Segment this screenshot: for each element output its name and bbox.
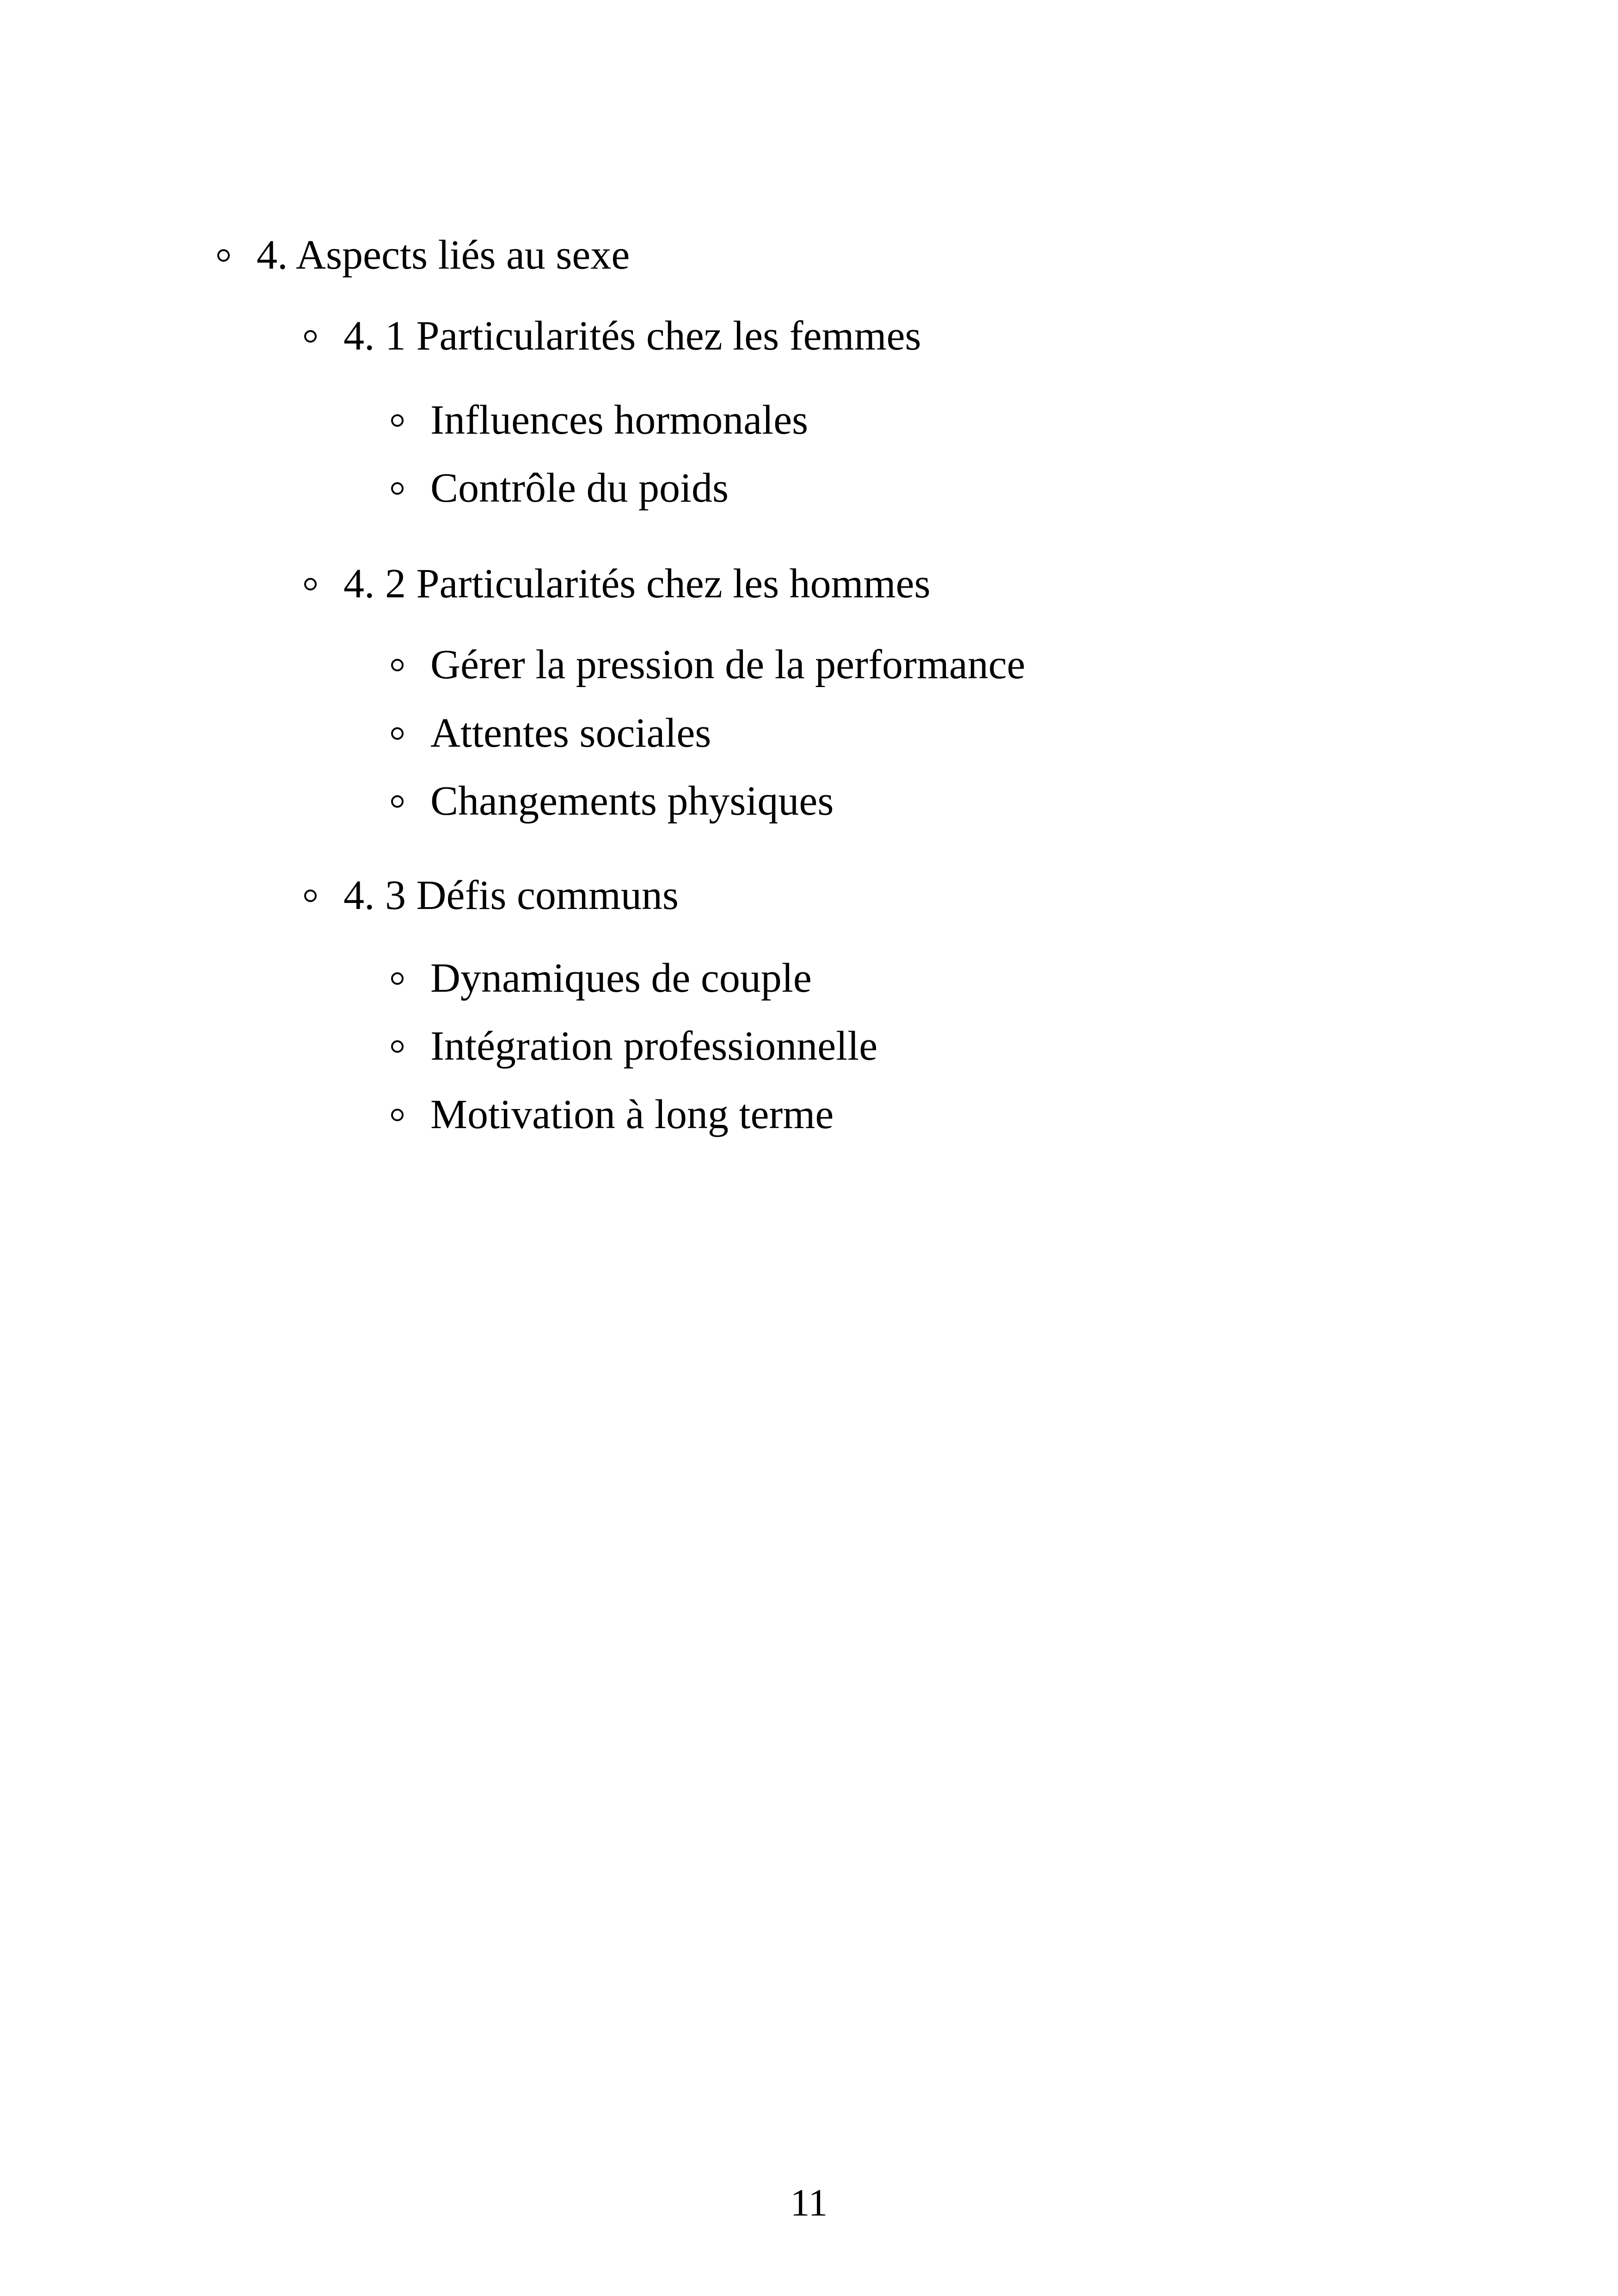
hollow-circle-bullet-icon [391,659,404,671]
outline-item [391,635,1025,695]
hollow-circle-bullet-icon [304,578,317,590]
outline-item [391,390,808,450]
item-text: Motivation à long terme [430,1092,834,1137]
hollow-circle-bullet-icon [391,414,404,427]
hollow-circle-bullet-icon [391,795,404,808]
hollow-circle-bullet-icon [217,249,230,262]
section-title: 4. Aspects liés au sexe [257,232,630,278]
hollow-circle-bullet-icon [304,330,317,343]
outline-item [391,771,834,831]
item-text: Intégration professionnelle [430,1023,878,1069]
hollow-circle-bullet-icon [391,972,404,985]
item-text: Influences hormonales [430,397,809,443]
item-text: Changements physiques [430,778,834,824]
outline-subsection [304,554,931,614]
hollow-circle-bullet-icon [391,1109,404,1121]
item-text: Attentes sociales [430,710,711,756]
outline-item [391,458,729,518]
item-text: Dynamiques de couple [430,955,812,1001]
outline-section [217,225,630,285]
outline-subsection [304,306,921,366]
subsection-title: 4. 2 Particularités chez les hommes [343,561,931,607]
outline-subsection [304,866,679,926]
outline-item [391,1016,877,1076]
subsection-title: 4. 1 Particularités chez les femmes [343,313,921,359]
page-number: 11 [790,2181,828,2224]
hollow-circle-bullet-icon [391,1040,404,1053]
outline-item [391,703,711,763]
hollow-circle-bullet-icon [391,482,404,495]
item-text: Gérer la pression de la performance [430,642,1025,688]
outline-item [391,948,812,1008]
subsection-title: 4. 3 Défis communs [343,872,679,918]
hollow-circle-bullet-icon [304,890,317,902]
hollow-circle-bullet-icon [391,727,404,740]
item-text: Contrôle du poids [430,465,729,511]
outline-item [391,1085,834,1145]
